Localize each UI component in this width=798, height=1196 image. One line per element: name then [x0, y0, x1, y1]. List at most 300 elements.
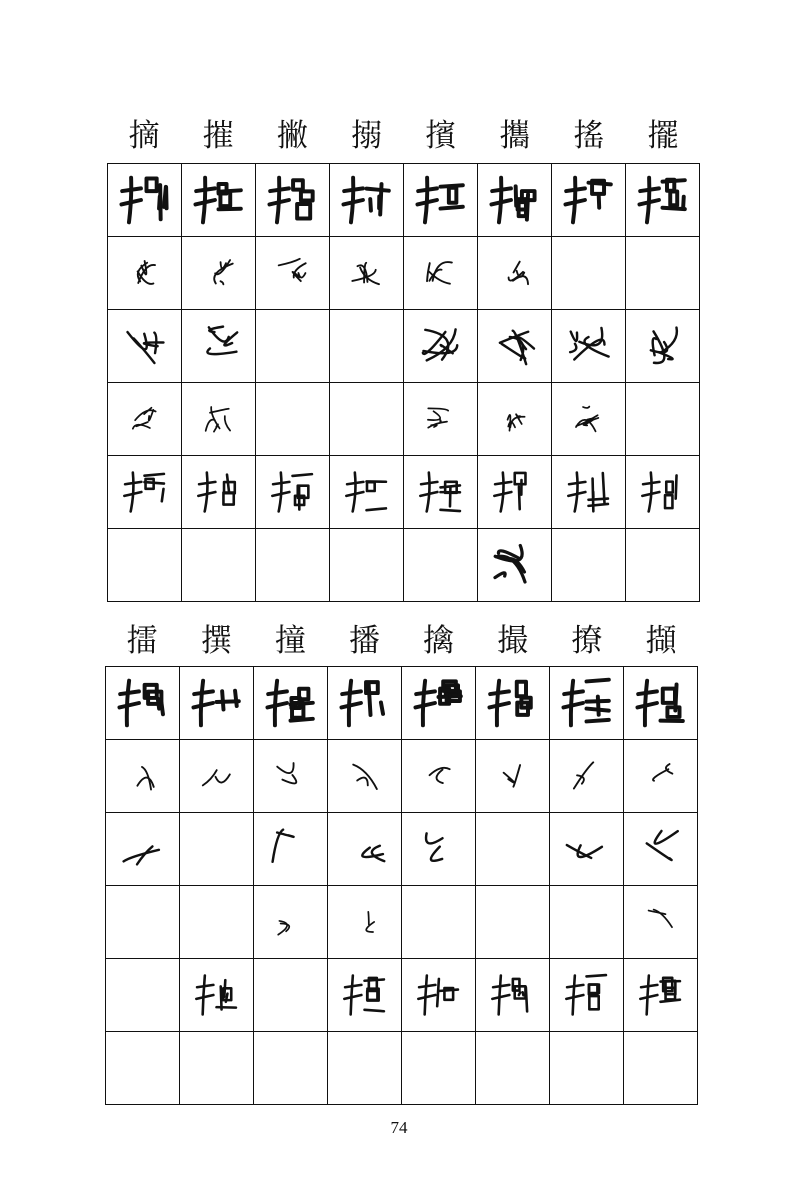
- glyph-stroke: [428, 411, 440, 420]
- glyph-cell: [404, 164, 478, 237]
- glyph-cell: [182, 383, 256, 456]
- glyph-stroke: [598, 697, 599, 715]
- glyph-cell: [328, 813, 402, 886]
- glyph-stroke: [425, 178, 427, 223]
- glyph-stroke: [639, 200, 658, 204]
- glyph-stroke: [353, 765, 377, 789]
- glyph-stroke: [515, 473, 526, 484]
- glyph-stroke: [367, 508, 386, 510]
- glyph-cell: [180, 667, 254, 740]
- glyph-cell: [476, 959, 550, 1032]
- glyph-stroke: [193, 703, 212, 707]
- ancient-glyph-image: [108, 164, 181, 236]
- header-char: 撩: [571, 623, 603, 659]
- glyph-stroke: [282, 775, 296, 783]
- glyph-cell: [402, 886, 476, 959]
- glyph-cell: [106, 1032, 180, 1105]
- glyph-stroke: [344, 188, 363, 191]
- glyph-stroke: [441, 207, 463, 209]
- ancient-glyph-image: [108, 310, 181, 382]
- header-char: 搦: [350, 118, 382, 154]
- glyph-cell: [624, 959, 698, 1032]
- glyph-stroke: [146, 178, 156, 191]
- glyph-stroke: [676, 475, 677, 498]
- glyph-stroke: [224, 980, 225, 997]
- glyph-cell: [182, 237, 256, 310]
- glyph-cell: [550, 959, 624, 1032]
- glyph-cell: [552, 456, 626, 529]
- glyph-cell: [404, 529, 478, 602]
- glyph-stroke: [638, 691, 657, 694]
- header-char: 擯: [425, 118, 457, 154]
- glyph-cell: [478, 164, 552, 237]
- glyph-stroke: [273, 482, 289, 484]
- glyph-cell: [328, 886, 402, 959]
- ancient-glyph-image: [478, 310, 551, 382]
- glyph-cell: [550, 667, 624, 740]
- glyph-stroke: [495, 482, 511, 484]
- glyph-stroke: [270, 188, 289, 191]
- ancient-glyph-image: [626, 310, 699, 382]
- glyph-stroke: [203, 178, 205, 223]
- ancient-glyph-image: [182, 456, 255, 528]
- glyph-cell: [550, 740, 624, 813]
- glyph-stroke: [518, 416, 525, 417]
- glyph-stroke: [499, 178, 501, 223]
- glyph-cell: [256, 529, 330, 602]
- glyph-stroke: [277, 178, 279, 223]
- glyph-cell: [402, 1032, 476, 1105]
- glyph-cell: [478, 456, 552, 529]
- glyph-cell: [256, 237, 330, 310]
- ancient-glyph-image: [404, 164, 477, 236]
- glyph-stroke: [343, 200, 362, 204]
- glyph-stroke: [578, 845, 602, 857]
- ancient-glyph-image: [476, 740, 549, 812]
- glyph-stroke: [569, 482, 585, 484]
- glyph-stroke: [164, 187, 166, 207]
- ancient-glyph-image: [330, 237, 403, 309]
- glyph-stroke: [437, 979, 439, 1006]
- glyph-stroke: [197, 985, 213, 987]
- glyph-cell: [330, 529, 404, 602]
- glyph-stroke: [526, 987, 527, 1011]
- ancient-glyph-image: [476, 959, 549, 1031]
- glyph-stroke: [643, 482, 659, 484]
- ancient-glyph-image: [108, 383, 181, 455]
- ancient-glyph-image: [328, 959, 401, 1031]
- ancient-glyph-image: [108, 237, 181, 309]
- glyph-stroke: [493, 985, 509, 987]
- glyph-stroke: [351, 976, 353, 1015]
- ancient-glyph-image: [404, 383, 477, 455]
- ancient-glyph-image: [328, 886, 401, 958]
- glyph-cell: [626, 310, 700, 383]
- glyph-stroke: [366, 682, 378, 693]
- glyph-stroke: [127, 681, 129, 726]
- glyph-stroke: [490, 691, 509, 694]
- glyph-stroke: [647, 178, 649, 223]
- glyph-cell: [254, 1032, 328, 1105]
- glyph-stroke: [368, 912, 369, 925]
- header-char: 撰: [200, 623, 232, 659]
- glyph-cell: [108, 456, 182, 529]
- glyph-cell: [552, 383, 626, 456]
- glyph-stroke: [342, 691, 361, 694]
- glyph-stroke: [225, 416, 230, 431]
- glyph-stroke: [224, 332, 237, 345]
- ancient-glyph-image: [550, 667, 623, 739]
- glyph-stroke: [499, 976, 501, 1015]
- glyph-stroke: [583, 407, 589, 408]
- ancient-glyph-image: [180, 667, 253, 739]
- ancient-glyph-image: [106, 667, 179, 739]
- ancient-glyph-image: [182, 237, 255, 309]
- glyph-stroke: [227, 475, 229, 493]
- glyph-cell: [624, 813, 698, 886]
- glyph-stroke: [592, 181, 604, 194]
- glyph-grid: [107, 163, 700, 602]
- glyph-stroke: [133, 425, 150, 429]
- glyph-stroke: [573, 976, 575, 1015]
- glyph-cell: [402, 667, 476, 740]
- glyph-stroke: [365, 979, 384, 980]
- glyph-cell: [182, 456, 256, 529]
- glyph-stroke: [519, 487, 520, 509]
- glyph-stroke: [370, 199, 371, 210]
- glyph-cell: [404, 456, 478, 529]
- glyph-cell: [180, 886, 254, 959]
- glyph-stroke: [519, 992, 520, 995]
- glyph-cell: [626, 237, 700, 310]
- glyph-stroke: [367, 189, 389, 191]
- glyph-stroke: [439, 990, 458, 991]
- glyph-stroke: [277, 763, 293, 773]
- glyph-cell: [402, 740, 476, 813]
- glyph-stroke: [119, 703, 138, 707]
- glyph-stroke: [436, 770, 442, 783]
- ancient-glyph-image: [180, 959, 253, 1031]
- glyph-stroke: [425, 976, 427, 1015]
- glyph-stroke: [564, 691, 583, 694]
- glyph-stroke: [683, 197, 684, 209]
- glyph-stroke: [125, 482, 141, 484]
- glyph-cell: [108, 310, 182, 383]
- glyph-stroke: [587, 720, 609, 722]
- glyph-stroke: [647, 976, 649, 1015]
- glyph-stroke: [203, 770, 217, 785]
- glyph-stroke: [217, 1007, 236, 1008]
- glyph-stroke: [661, 1000, 680, 1002]
- glyph-stroke: [367, 991, 377, 1000]
- ancient-glyph-image: [180, 740, 253, 812]
- glyph-cell: [330, 310, 404, 383]
- glyph-stroke: [518, 199, 527, 209]
- ancient-glyph-image: [478, 237, 551, 309]
- ancient-glyph-image: [626, 164, 699, 236]
- header-char: 撇: [276, 118, 308, 154]
- glyph-stroke: [145, 474, 164, 476]
- glyph-stroke: [587, 680, 609, 682]
- glyph-cell: [476, 886, 550, 959]
- ancient-glyph-image: [624, 959, 697, 1031]
- glyph-stroke: [297, 204, 310, 219]
- glyph-stroke: [279, 473, 282, 512]
- glyph-stroke: [219, 209, 241, 210]
- glyph-stroke: [205, 473, 208, 512]
- glyph-cell: [626, 383, 700, 456]
- glyph-cell: [182, 310, 256, 383]
- glyph-stroke: [587, 975, 606, 976]
- glyph-stroke: [675, 685, 676, 711]
- glyph-stroke: [293, 180, 303, 189]
- header-char: 摧: [202, 118, 234, 154]
- glyph-stroke: [641, 985, 657, 987]
- glyph-stroke: [207, 348, 236, 354]
- ancient-glyph-image: [404, 310, 477, 382]
- ancient-glyph-image: [254, 813, 327, 885]
- glyph-stroke: [649, 473, 652, 512]
- glyph-stroke: [195, 200, 214, 204]
- ancient-glyph-image: [478, 456, 551, 528]
- glyph-stroke: [351, 178, 353, 223]
- glyph-stroke: [431, 847, 442, 861]
- glyph-stroke: [209, 327, 229, 341]
- ancient-glyph-image: [626, 456, 699, 528]
- glyph-stroke: [267, 703, 286, 707]
- glyph-stroke: [226, 994, 228, 1002]
- glyph-cell: [478, 237, 552, 310]
- glyph-cell: [550, 886, 624, 959]
- glyph-stroke: [579, 328, 602, 345]
- glyph-stroke: [421, 482, 437, 484]
- ancient-glyph-image: [624, 740, 697, 812]
- glyph-cell: [624, 667, 698, 740]
- header-char: 擂: [126, 623, 158, 659]
- header-row: [105, 619, 698, 663]
- glyph-stroke: [427, 473, 430, 512]
- ancient-glyph-image: [330, 164, 403, 236]
- glyph-cell: [180, 1032, 254, 1105]
- glyph-stroke: [415, 703, 434, 707]
- glyph-stroke: [353, 473, 356, 512]
- ancient-glyph-image: [402, 959, 475, 1031]
- glyph-stroke: [653, 769, 668, 781]
- glyph-cell: [552, 164, 626, 237]
- ancient-glyph-image: [254, 886, 327, 958]
- ancient-glyph-image: [108, 456, 181, 528]
- glyph-stroke: [428, 408, 448, 410]
- glyph-stroke: [489, 703, 508, 707]
- glyph-cell: [404, 310, 478, 383]
- ancient-glyph-image: [550, 740, 623, 812]
- ancient-glyph-image: [552, 310, 625, 382]
- glyph-cell: [106, 959, 180, 1032]
- glyph-cell: [550, 1032, 624, 1105]
- glyph-cell: [552, 529, 626, 602]
- glyph-cell: [108, 237, 182, 310]
- ancient-glyph-image: [552, 383, 625, 455]
- glyph-stroke: [645, 681, 647, 726]
- glyph-stroke: [199, 482, 215, 484]
- glyph-cell: [552, 237, 626, 310]
- glyph-cell: [626, 529, 700, 602]
- glyph-stroke: [149, 410, 154, 421]
- glyph-stroke: [654, 331, 665, 363]
- glyph-stroke: [570, 344, 576, 352]
- glyph-cell: [256, 456, 330, 529]
- ancient-glyph-image: [402, 740, 475, 812]
- glyph-stroke: [293, 474, 312, 476]
- glyph-stroke: [196, 995, 213, 999]
- header-char: 搖: [573, 118, 605, 154]
- glyph-cell: [328, 1032, 402, 1105]
- glyph-stroke: [637, 703, 656, 707]
- glyph-cell: [476, 813, 550, 886]
- ancient-glyph-image: [182, 164, 255, 236]
- ancient-glyph-image: [254, 740, 327, 812]
- glyph-cell: [624, 740, 698, 813]
- glyph-stroke: [441, 510, 460, 511]
- glyph-stroke: [129, 178, 131, 223]
- glyph-cell: [404, 383, 478, 456]
- glyph-stroke: [418, 188, 437, 191]
- ancient-glyph-image: [404, 237, 477, 309]
- glyph-stroke: [215, 774, 229, 782]
- glyph-stroke: [347, 482, 363, 484]
- glyph-stroke: [589, 996, 598, 1009]
- glyph-cell: [108, 164, 182, 237]
- header-char: 撮: [497, 623, 529, 659]
- glyph-cell: [478, 310, 552, 383]
- ancient-glyph-image: [182, 310, 255, 382]
- header-char: 擷: [645, 623, 677, 659]
- ancient-glyph-image: [404, 456, 477, 528]
- glyph-stroke: [670, 191, 677, 205]
- glyph-stroke: [663, 689, 675, 703]
- glyph-stroke: [640, 188, 659, 191]
- glyph-cell: [182, 164, 256, 237]
- glyph-cell: [106, 667, 180, 740]
- glyph-cell: [328, 959, 402, 1032]
- glyph-stroke: [426, 833, 442, 843]
- glyph-cell: [330, 383, 404, 456]
- ancient-glyph-image: [624, 813, 697, 885]
- glyph-cell: [256, 164, 330, 237]
- glyph-stroke: [566, 188, 585, 191]
- glyph-stroke: [365, 1010, 384, 1011]
- header-char: 擺: [647, 118, 679, 154]
- glyph-cell: [402, 813, 476, 886]
- ancient-glyph-image: [550, 813, 623, 885]
- glyph-stroke: [589, 499, 608, 500]
- ancient-glyph-image: [550, 959, 623, 1031]
- header-row: [107, 114, 700, 158]
- ancient-glyph-image: [478, 529, 551, 601]
- glyph-stroke: [492, 995, 509, 999]
- glyph-stroke: [589, 504, 608, 506]
- glyph-stroke: [120, 691, 139, 694]
- glyph-stroke: [381, 703, 383, 714]
- glyph-stroke: [497, 681, 499, 726]
- glyph-cell: [404, 237, 478, 310]
- glyph-stroke: [146, 479, 154, 489]
- glyph-stroke: [567, 985, 583, 987]
- glyph-stroke: [513, 765, 520, 787]
- glyph-stroke: [501, 473, 504, 512]
- glyph-cell: [330, 456, 404, 529]
- ancient-glyph-image: [256, 456, 329, 528]
- glyph-stroke: [194, 691, 213, 694]
- glyph-stroke: [235, 691, 237, 706]
- glyph-stroke: [418, 995, 435, 999]
- page-number: 74: [390, 1118, 408, 1137]
- glyph-cell: [106, 740, 180, 813]
- ancient-glyph-image: [328, 740, 401, 812]
- glyph-cell: [476, 740, 550, 813]
- glyph-stroke: [440, 420, 441, 422]
- glyph-stroke: [571, 681, 573, 726]
- glyph-stroke: [491, 200, 510, 204]
- glyph-cell: [330, 164, 404, 237]
- glyph-cell: [180, 813, 254, 886]
- glyph-cell: [180, 740, 254, 813]
- glyph-stroke: [162, 489, 164, 501]
- glyph-cell: [108, 529, 182, 602]
- glyph-stroke: [665, 495, 672, 508]
- glyph-cell: [254, 813, 328, 886]
- glyph-cell: [476, 1032, 550, 1105]
- glyph-cell: [108, 383, 182, 456]
- ancient-glyph-image: [478, 383, 551, 455]
- ancient-glyph-image: [330, 456, 403, 528]
- glyph-stroke: [380, 184, 381, 214]
- ancient-glyph-image: [106, 813, 179, 885]
- glyph-stroke: [196, 188, 215, 191]
- ancient-glyph-image: [624, 667, 697, 739]
- glyph-stroke: [655, 831, 678, 844]
- glyph-cell: [624, 886, 698, 959]
- ancient-glyph-image: [478, 164, 551, 236]
- glyph-stroke: [345, 985, 361, 987]
- glyph-stroke: [416, 691, 435, 694]
- glyph-cell: [254, 667, 328, 740]
- glyph-cell: [256, 310, 330, 383]
- ancient-glyph-image: [402, 667, 475, 739]
- glyph-stroke: [667, 180, 674, 191]
- ancient-glyph-image: [182, 383, 255, 455]
- glyph-stroke: [221, 281, 224, 284]
- glyph-stroke: [341, 703, 360, 707]
- glyph-stroke: [121, 200, 140, 204]
- glyph-cell: [328, 740, 402, 813]
- glyph-stroke: [523, 992, 524, 995]
- glyph-cell: [328, 667, 402, 740]
- glyph-cell: [182, 529, 256, 602]
- glyph-stroke: [349, 681, 351, 726]
- glyph-stroke: [517, 682, 526, 696]
- glyph-stroke: [344, 995, 361, 999]
- glyph-cell: [478, 383, 552, 456]
- glyph-stroke: [222, 691, 223, 709]
- glyph-stroke: [203, 976, 205, 1015]
- glyph-cell: [550, 813, 624, 886]
- glyph-stroke: [206, 420, 215, 431]
- glyph-stroke: [268, 691, 287, 694]
- glyph-stroke: [367, 482, 375, 491]
- ancient-glyph-image: [476, 667, 549, 739]
- ancient-glyph-image: [552, 456, 625, 528]
